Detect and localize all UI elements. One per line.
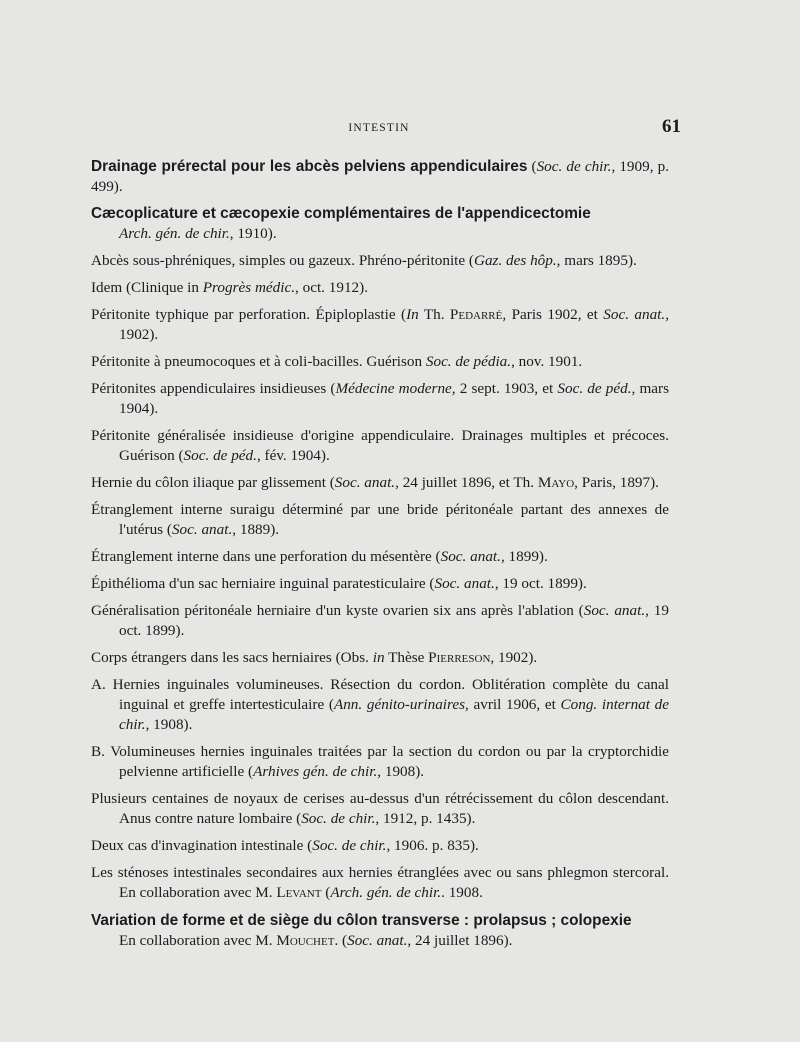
list-item: Corps étrangers dans les sacs herniaires (Obs. in Thèse Pierreson, 1902). [91,649,538,666]
list-item [91,911,669,951]
list-item: Les sténoses intestinales secondaires aux hernies étranglées avec ou sans phlegmon stercoral. En collaboration avec M. Levant (Arch. gén. de chir.. 1908. [91,864,669,901]
list-item: Épithélioma d'un sac herniaire inguinal paratesticulaire (Soc. anat., 19 oct. 1899). [91,575,587,592]
list-item: Généralisation péritonéale herniaire d'un kyste ovarien six ans après l'ablation (Soc. anat., 19 oct. 1899). [91,602,669,639]
list-item: Péritonite généralisée insidieuse d'origine appendiculaire. Drainages multiples et précoces. Guérison (Soc. de péd., fév. 1904). [91,427,669,464]
entry-title: Drainage prérectal pour les abcès pelviens appendiculaires [91,158,528,175]
list-item: Péritonite typhique par perforation. Épiploplastie (In Th. Pedarré, Paris 1902, et Soc. anat., 1902). [91,306,669,343]
list-item: B. Volumineuses hernies inguinales traitées par la section du cordon ou par la cryptorchidie pelvienne artificielle (Arhives gén. de chir., 1908). [91,743,669,780]
list-item: Deux cas d'invagination intestinale (Soc. de chir., 1906. p. 835). [91,837,479,854]
list-item: Péritonite à pneumocoques et à coli-bacilles. Guérison Soc. de pédia., nov. 1901. [91,353,583,370]
list-item: Abcès sous-phréniques, simples ou gazeux. Phréno-péritonite (Gaz. des hôp., mars 1895). [91,252,637,269]
list-item: Plusieurs centaines de noyaux de cerises au-dessus d'un rétrécissement du côlon descendant. Anus contre nature lombaire (Soc. de chir., 1912, p. 1435). [91,790,669,827]
list-item [91,204,669,244]
running-head: INTESTIN [348,122,410,134]
page-number: 61 [662,116,681,137]
entry-title: Cæcoplicature et cæcopexie complémentaires de l'appendicectomie [91,205,591,222]
bibliography-list [91,153,669,958]
list-item: Hernie du côlon iliaque par glissement (Soc. anat., 24 juillet 1896, et Th. Mayo, Paris, 1897). [91,474,659,491]
list-item: Idem (Clinique in Progrès médic., oct. 1912). [91,279,368,296]
entry-reference: En collaboration avec M. Mouchet. (Soc. anat., 24 juillet 1896). [119,932,513,949]
entry-reference: Arch. gén. de chir., 1910). [119,225,277,242]
page-header [91,116,681,142]
list-item: A. Hernies inguinales volumineuses. Résection du cordon. Oblitération complète du canal inguinal et greffe intertesticulaire (Ann. génito-urinaires, avril 1906, et Cong. internat de chir., 1908). [91,676,669,733]
list-item: Drainage prérectal pour les abcès pelviens appendiculaires (Soc. de chir., 1909, p. 499). [91,158,670,195]
entry-title: Variation de forme et de siège du côlon transverse : prolapsus ; colopexie [91,912,632,929]
list-item: Étranglement interne suraigu déterminé par une bride péritonéale partant des annexes de l'utérus (Soc. anat., 1889). [91,501,669,538]
list-item: Étranglement interne dans une perforation du mésentère (Soc. anat., 1899). [91,548,548,565]
list-item: Péritonites appendiculaires insidieuses (Médecine moderne, 2 sept. 1903, et Soc. de péd., mars 1904). [91,380,669,417]
